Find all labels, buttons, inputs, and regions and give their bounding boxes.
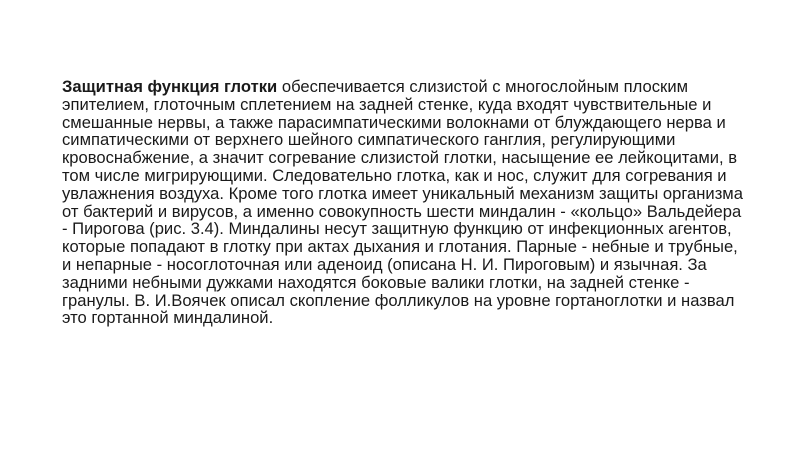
lead-term: Защитная функция глотки <box>62 77 278 96</box>
paragraph-body: обеспечивается слизистой с многослойным плоским эпителием, глоточным сплетением на задней стенке, куда входят чувствительные и смешанные нервы, а также парасимпатическими волокнами от блуждающего нерва и симпатическими от верхнего шейного симпатического ганглия, регулирующими кровоснабжение, а значит согревание слизистой глотки, насыщение ее лейкоцитами, в том числе мигрирующими. Следовательно глотка, как и нос, служит для согревания и увлажнения воздуха. Кроме того глотка имеет уникальный механизм защиты организма от бактерий и вирусов, а именно совокупность шести миндалин - «кольцо» Вальдейера - Пирогова (рис. 3.4). Миндалины несут защитную функцию от инфекционных агентов, которые попадают в глотку при актах дыхания и глотания. Парные - небные и трубные, и непарные - носоглоточная или аденоид (описана Н. И. Пироговым) и язычная. За задними небными дужками находятся боковые валики глотки, на задней стенке - гранулы. В. И.Воячек описал скопление фолликулов на уровне гортаноглотки и назвал это гортанной миндалиной. <box>62 77 743 328</box>
text-paragraph <box>62 78 750 327</box>
